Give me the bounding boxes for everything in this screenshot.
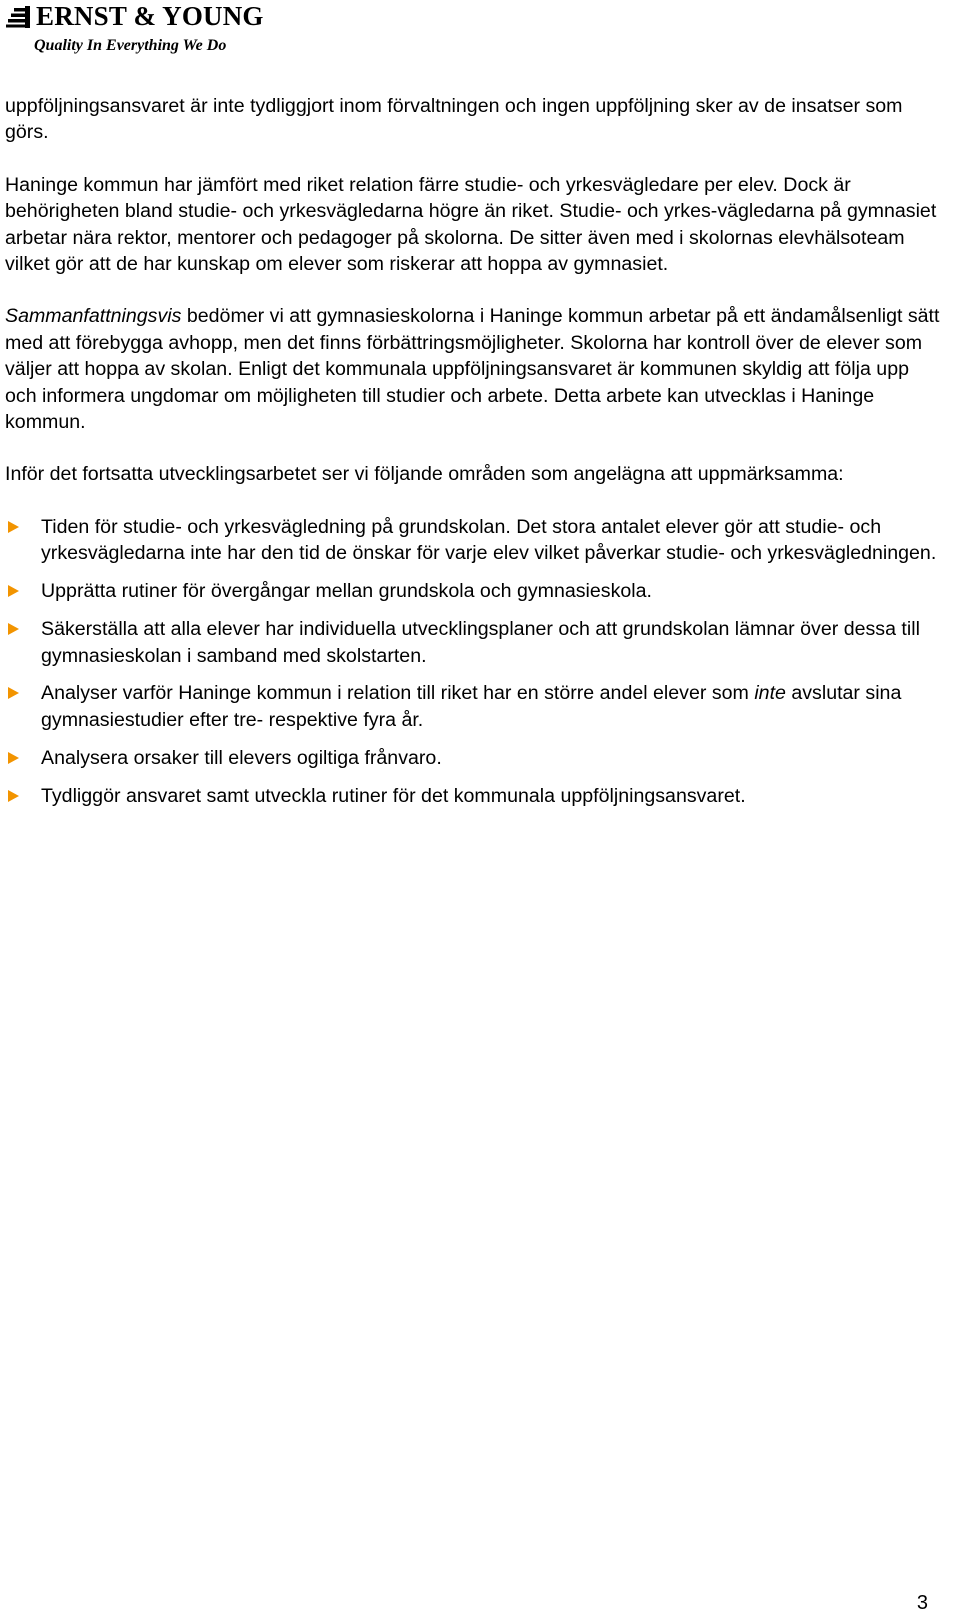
list-item-text: Säkerställa att alla elever har individuella utvecklingsplaner och att grundskolan lämnar över dessa till gymnasieskolan i samband med skolstarten. — [41, 618, 920, 667]
paragraph-text: bedömer vi att gymnasieskolorna i Haninge kommun arbetar på ett ändamålsenligt sätt med att förebygga avhopp, men det finns förbättringsmöjligheter. Skolorna har kontroll över de elever som väljer att hoppa av skolan. Enligt det kommunala uppföljningsansvaret är kommunen skyldig att följa upp och informera ungdomar om möjligheten till studier och arbete. Detta arbete kan utvecklas i Haninge kommun. — [5, 305, 940, 434]
orange-triangle-icon — [8, 521, 19, 533]
list-item-text: Upprätta rutiner för övergångar mellan grundskola och gymnasieskola. — [41, 580, 652, 603]
list-item — [5, 514, 945, 567]
ey-logo-icon — [6, 6, 32, 28]
emphasis-text: Sammanfattningsvis — [5, 305, 182, 328]
company-tagline: Quality In Everything We Do — [34, 37, 227, 54]
orange-triangle-icon — [8, 752, 19, 764]
list-item — [5, 680, 945, 733]
orange-triangle-icon — [8, 585, 19, 597]
paragraph: Haninge kommun har jämfört med riket relation färre studie- och yrkesvägledare per elev. Dock är behörigheten bland studie- och yrkesvägledarna högre än riket. Studie- och yrkes-vägledarna på gymnasiet arbetar nära rektor, mentorer och pedagoger på skolorna. De sitter även med i skolornas elevhälsoteam vilket gör att de har kunskap om elever som riskerar att hoppa av gymnasiet. — [5, 173, 937, 276]
list-item-text-part: Analyser varför Haninge kommun i relation till riket har en större andel elever som — [41, 682, 755, 705]
page-header — [6, 1, 264, 56]
paragraph: Inför det fortsatta utvecklingsarbetet ser vi följande områden som angelägna att uppmärksamma: — [5, 463, 844, 486]
list-item-text: Tydliggör ansvaret samt utveckla rutiner för det kommunala uppföljningsansvaret. — [41, 784, 746, 807]
list-item-text: Tiden för studie- och yrkesvägledning på grundskolan. Det stora antalet elever gör att studie- och yrkesvägledarna inte har den tid de önskar för varje elev vilket påverkar studie- och yrkesvägledningen. — [41, 515, 937, 565]
list-item — [5, 616, 945, 669]
orange-triangle-icon — [8, 687, 19, 699]
list-item-text — [41, 682, 901, 730]
orange-triangle-icon — [8, 623, 19, 635]
paragraph: uppföljningsansvaret är inte tydliggjort inom förvaltningen och ingen uppföljning sker av de insatser som görs. — [5, 95, 903, 144]
orange-triangle-icon — [8, 790, 19, 802]
emphasis-text: inte — [754, 682, 786, 705]
document-body — [5, 93, 945, 821]
page-number: 3 — [916, 1592, 928, 1614]
summary-paragraph — [5, 303, 945, 435]
list-item — [5, 745, 945, 771]
list-item-text: Analysera orsaker till elevers ogiltiga frånvaro. — [41, 746, 442, 769]
company-logo-name: ERNST & YOUNG — [36, 1, 264, 31]
recommendation-list — [5, 514, 945, 809]
list-item-text-part: avslutar sina gymnasiestudier efter tre- respektive fyra år. — [41, 682, 902, 731]
list-item — [5, 578, 945, 604]
list-item — [5, 783, 945, 809]
